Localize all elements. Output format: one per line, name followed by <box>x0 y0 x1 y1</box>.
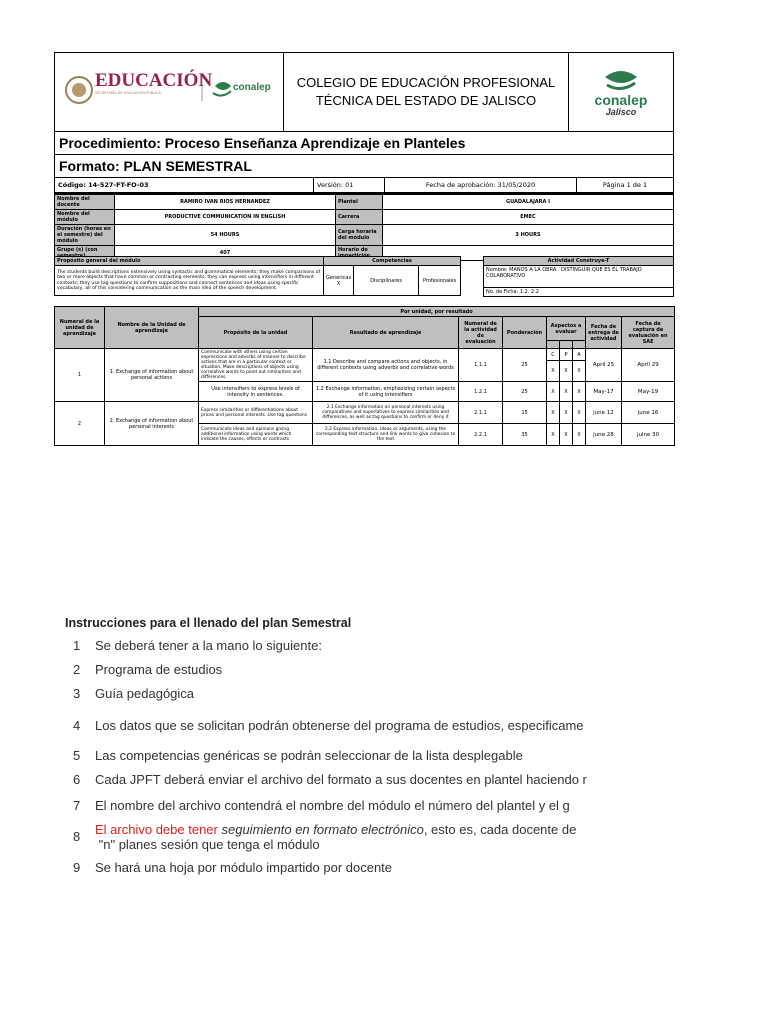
group-header: Por unidad, por resultado <box>199 307 675 317</box>
mark-c: X <box>547 382 560 402</box>
career-label: Carrera <box>336 210 383 225</box>
profesionales-label: Profesionales <box>419 266 461 296</box>
campus-label: Plantel <box>336 195 383 210</box>
unit-purpose: Express similarities or differentiations about prices and personal interests. Use tag questions <box>199 402 313 424</box>
unit-purpose: Use intensifiers to express levels of intensity in sentences. <box>199 382 313 402</box>
mark-a: X <box>573 424 586 446</box>
unit-num: 2 <box>55 402 105 446</box>
weight: 25 <box>503 382 547 402</box>
info-table <box>54 194 674 261</box>
competencias-label: Competencias <box>324 257 461 266</box>
table-row <box>55 402 675 424</box>
col-unit-name: Nombre de la Unidad de aprendizaje <box>105 307 199 349</box>
mark-p: X <box>560 402 573 424</box>
list-item: 7 El nombre del archivo contendrá el nombre del módulo el número del plantel y el g <box>73 798 570 813</box>
mark-p: X <box>560 424 573 446</box>
aspect-p-label: P <box>560 349 573 361</box>
unit-num: 1 <box>55 349 105 402</box>
aspect-c <box>547 341 560 349</box>
actividad-label: Actividad Construye-T <box>484 257 674 266</box>
col-unit-num: Numeral de la unidad de aprendizaje <box>55 307 105 349</box>
unit-result: 2.2 Express information, ideas or arguments, using the corresponding text structure and link words to give cohesion to the text <box>313 424 459 446</box>
title-line-2: TÉCNICA DEL ESTADO DE JALISCO <box>315 93 537 108</box>
delivery-date: April 25 <box>586 349 622 382</box>
weekly-value: 3 HOURS <box>383 225 674 246</box>
mark-a: X <box>573 402 586 424</box>
table-row <box>55 349 675 361</box>
module-value: PRODUCTIVE COMMUNICATION IN ENGLISH <box>115 210 336 225</box>
unit-result: 1.1 Describe and compare actions and objects, in different contexts using adverbs and correlative words <box>313 349 459 382</box>
mark-c: X <box>547 361 560 382</box>
logo-conalep-text: conalep <box>233 82 271 93</box>
group-label: Grupo (s) (con <box>55 246 115 261</box>
delivery-date: june 12 <box>586 402 622 424</box>
activity: 1.2.1 <box>459 382 503 402</box>
logo-educacion-conalep <box>55 53 284 131</box>
col-weight: Ponderación <box>503 317 547 349</box>
weight: 35 <box>503 424 547 446</box>
purpose-table <box>54 256 461 296</box>
plan-sheet <box>54 52 674 194</box>
weight: 25 <box>503 349 547 382</box>
capture-date: julne 30 <box>622 424 675 446</box>
col-purpose: Propósito de la unidad <box>199 317 313 349</box>
instructions-title: Instrucciones para el llenado del plan Semestral <box>65 616 352 630</box>
activity: 1.1.1 <box>459 349 503 382</box>
list-item: 8 El archivo debe tener seguimiento en formato electrónico, esto es, cada docente de "n" planes sesión que tenga el módulo <box>73 822 577 852</box>
col-aspects: Aspectos a evaluar <box>547 317 586 341</box>
list-item: 5 Las competencias genéricas se podrán seleccionar de la lista desplegable <box>73 748 523 763</box>
list-item: 2 Programa de estudios <box>73 662 223 677</box>
duration-label: Duración (horas en el semestre) del módulo <box>55 225 115 246</box>
aspect-a <box>573 341 586 349</box>
mark-c: X <box>547 424 560 446</box>
aspect-p <box>560 341 573 349</box>
genericas-label: Genéricas <box>326 274 352 281</box>
teacher-value: RAMIRO IVAN RIOS HERNANDEZ <box>115 195 336 210</box>
career-value: EMEC <box>383 210 674 225</box>
code: Código: 14-527-FT-FO-03 <box>55 178 314 192</box>
logo-sep-subtext: SECRETARÍA DE EDUCACIÓN PÚBLICA <box>95 91 161 95</box>
teacher-label: Nombre del docente <box>55 195 115 210</box>
col-result: Resultado de aprendizaje <box>313 317 459 349</box>
duration-value: 54 HOURS <box>115 225 336 246</box>
schedule-label: Horario de <box>336 246 383 261</box>
institution-title <box>284 53 569 131</box>
instructions <box>65 616 768 875</box>
mark-a: X <box>573 382 586 402</box>
col-capture: Fecha de captura de evaluación en SAE <box>622 317 675 349</box>
capture-date: April 29 <box>622 349 675 382</box>
approval-date: Fecha de aprobación: 31/05/2020 <box>385 178 577 192</box>
disciplinares-label: Disciplinares <box>354 266 419 296</box>
mark-a: X <box>573 361 586 382</box>
unit-purpose: Communicate ideas and opinions giving additional information using words which indicate the causes, effects or contrasts <box>199 424 313 446</box>
logo-educacion-text: EDUCACIÓN <box>95 70 213 91</box>
purpose-text: The students build descriptions extensively using syntactic and grammatical elements; they make comparisons of two or more objects that have common or contrasting elements; they can express using intensifiers in different contexts; they use tag questions to confirm suppositions and connect sentences and ideas using specific vocabulary, all of this considering communication as the main idea of the speech development. <box>55 266 324 296</box>
capture-date: june 16 <box>622 402 675 424</box>
ficha-number: No. de Ficha: 1.2. 2.2 <box>484 288 674 297</box>
unit-name: 1. Exchange of information about personal actions <box>105 349 199 402</box>
list-item: 6 Cada JPFT deberá enviar el archivo del formato a sus docentes en plantel haciendo r <box>73 772 587 787</box>
list-item: 3 Guía pedagógica <box>73 686 195 701</box>
unit-result: 1.2 Exchange information, emphasizing certain aspects of it using intensifiers <box>313 382 459 402</box>
jalisco-text: Jalisco <box>605 107 637 117</box>
mark-p: X <box>560 361 573 382</box>
col-delivery: Fecha de entrega de actividad <box>586 317 622 349</box>
mark-c: X <box>547 402 560 424</box>
list-item: 4 Los datos que se solicitan podrán obtenerse del programa de estudios, especificame <box>73 718 584 733</box>
page-number: Página 1 de 1 <box>602 181 648 189</box>
unit-name: 2. Exchange of information about personal interests <box>105 402 199 446</box>
mark-p: X <box>560 382 573 402</box>
campus-value: GUADALAJARA I <box>383 195 674 210</box>
actividad-name: Nombre: MANOS A LA OBRA . DISTINGUIR QUE ES EL TRABAJO COLABORATIVO <box>484 266 674 288</box>
header <box>55 53 673 132</box>
conalep-brand: conalep <box>594 92 648 108</box>
conalep-emblem-icon <box>601 67 641 93</box>
format-title: Formato: PLAN SEMESTRAL <box>55 155 673 178</box>
delivery-date: june 28 <box>586 424 622 446</box>
unit-purpose: Communicate with others using certain expressions and adverbs of manner to describe actions that are in a particular context or situation. Make descriptions of objects using correlative words to point out similarities and differences. <box>199 349 313 382</box>
unit-result: 2.1 Exchange information on personal interests using comparatives and superlatives to express similarities and differences, as well as tag questions to confirm or deny it <box>313 402 459 424</box>
procedure-title: Procedimiento: Proceso Enseñanza Aprendizaje en Planteles <box>55 132 673 155</box>
capture-date: May-19 <box>622 382 675 402</box>
construye-t-table <box>483 256 674 297</box>
genericas-mark: X <box>336 280 341 287</box>
genericas-cell <box>324 266 354 296</box>
aspect-c-label: C <box>547 349 560 361</box>
delivery-date: May-17 <box>586 382 622 402</box>
activity: 2.1.1 <box>459 402 503 424</box>
logo-conalep-jalisco <box>569 53 673 131</box>
meta-row <box>55 178 673 193</box>
units-table <box>54 306 675 446</box>
aspect-a-label: A <box>573 349 586 361</box>
version: Versión: 01 <box>314 178 385 192</box>
group-value: 407 <box>115 246 336 261</box>
module-label: Nombre del módulo <box>55 210 115 225</box>
title-line-1: COLEGIO DE EDUCACIÓN PROFESIONAL <box>296 75 556 90</box>
weight: 15 <box>503 402 547 424</box>
list-item: 9 Se hará una hoja por módulo impartido por docente <box>73 860 393 875</box>
purpose-label: Propósito general del módulo <box>55 257 324 266</box>
weekly-label: Carga horaria del módulo <box>336 225 383 246</box>
col-activity: Numeral de la actividad de evaluación <box>459 317 503 349</box>
activity: 2.2.1 <box>459 424 503 446</box>
list-item: 1 Se deberá tener a la mano lo siguiente: <box>73 638 322 653</box>
